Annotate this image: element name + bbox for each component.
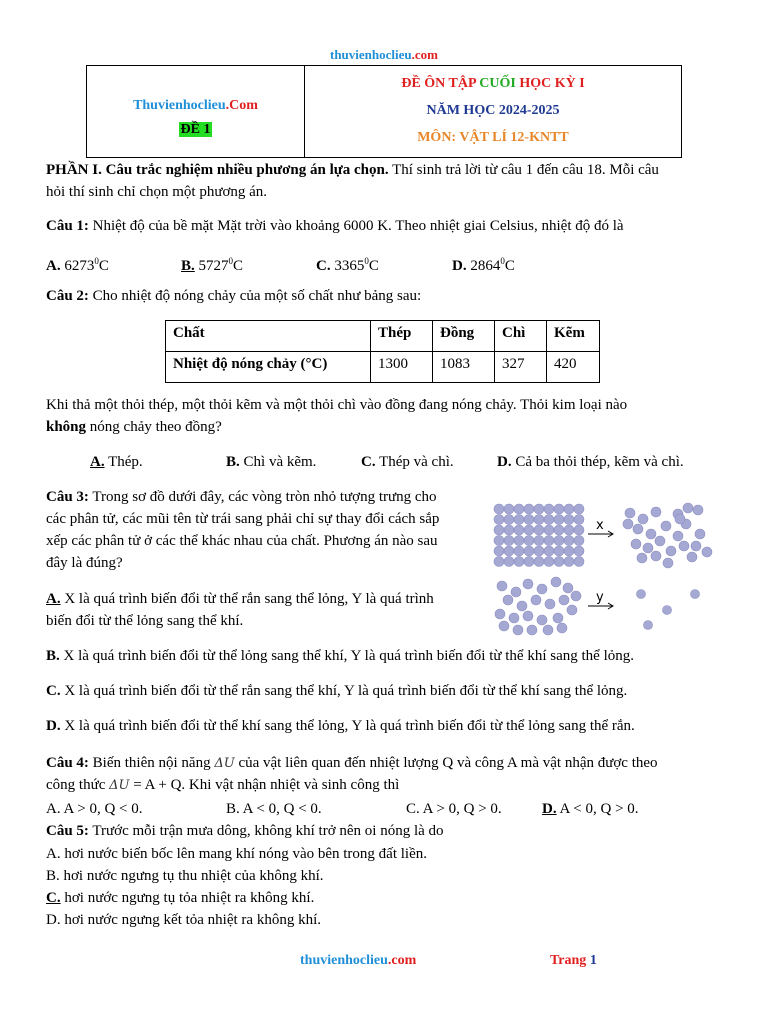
label-x: x (596, 518, 604, 533)
molecule-dot (623, 519, 633, 529)
molecule-dot (514, 525, 524, 535)
q2-b-label: B. (226, 454, 240, 470)
molecule-dot (494, 546, 504, 556)
molecule-dot (514, 504, 524, 514)
part1-instructions (46, 160, 659, 180)
unit: C (368, 258, 379, 274)
q3-c-label: C. (46, 683, 61, 699)
part1-instr2: hỏi thí sinh chỉ chọn một phương án. (46, 184, 268, 200)
molecule-dot (504, 536, 514, 546)
q3-option-b (46, 646, 634, 666)
school-year: NĂM HỌC 2024-2025 (426, 103, 560, 118)
molecule-dot (693, 505, 703, 515)
molecule-dot (537, 615, 547, 625)
q4-option-d (542, 799, 639, 819)
title-part2: CUỐI (479, 76, 520, 91)
brand (87, 98, 304, 114)
molecule-dot (514, 515, 524, 525)
q5-option-b: B. hơi nước ngưng tụ thu nhiệt của không khí. (46, 868, 324, 884)
molecule-dot (625, 508, 635, 518)
header-table (86, 65, 682, 158)
unit: C (98, 258, 109, 274)
q3-t2: các phân tử, các mũi tên từ trái sang phải chỉ sự thay đổi cách sắp (46, 511, 440, 527)
molecule-dot (517, 601, 527, 611)
q3-t1: Trong sơ đồ dưới đây, các vòng tròn nhỏ tượng trưng cho (88, 489, 437, 505)
exam-code (87, 122, 304, 138)
label-y: y (596, 590, 604, 605)
site-tld: .com (411, 47, 438, 62)
q1-a-val: 6273 (60, 258, 95, 274)
molecule-dot (504, 504, 514, 514)
molecule-dot (663, 558, 673, 568)
molecule-dot (574, 557, 584, 567)
q1-stem (46, 216, 624, 236)
molecule-dot (554, 525, 564, 535)
molecule-dot (661, 521, 671, 531)
q2-c-label: C. (361, 454, 376, 470)
molecule-dot (691, 590, 700, 599)
q1-d-val: 2864 (466, 258, 501, 274)
molecule-dot (499, 621, 509, 631)
q1-label: Câu 1: (46, 218, 89, 234)
q4-t2a: công thức (46, 777, 110, 793)
part1-heading: PHẦN I. Câu trắc nghiệm nhiều phương án lựa chọn. (46, 162, 389, 178)
q5-label: Câu 5: (46, 823, 89, 839)
molecule-dot (702, 547, 712, 557)
molecule-dot (524, 546, 534, 556)
q1-d-label: D. (452, 258, 467, 274)
q3-t3: xếp các phân tử ở các thể khác nhau của chất. Phương án nào sau (46, 533, 438, 549)
molecule-dot (691, 541, 701, 551)
molecule-dot (544, 536, 554, 546)
molecule-dot (564, 536, 574, 546)
brand-name: Thuvienhoclieu (133, 98, 226, 113)
q2-a-label: A. (90, 454, 105, 470)
part1-instr1: Thí sinh trả lời từ câu 1 đến câu 18. Mỗi câu (388, 162, 659, 178)
molecule-dot (559, 595, 569, 605)
molecule-dot (646, 529, 656, 539)
molecule-dot (545, 599, 555, 609)
q3-b-text: X là quá trình biến đổi từ thể lỏng sang thể khí, Y là quá trình biến đổi từ thể khí sang thể lỏng. (59, 648, 634, 664)
title-part1: ĐỀ ÔN TẬP (401, 76, 480, 91)
molecule-dot (554, 536, 564, 546)
title-part3: HỌC KỲ I (519, 76, 585, 91)
q3-option-d (46, 716, 635, 736)
q1-option-c (316, 251, 379, 276)
molecule-dot (663, 606, 672, 615)
deg-sup: 0 (94, 256, 99, 266)
q2-option-d (497, 452, 684, 472)
molecule-dot (633, 524, 643, 534)
deg-sup: 0 (500, 256, 505, 266)
molecule-dot (557, 623, 567, 633)
q2-follow2-text: nóng chảy theo đồng? (86, 419, 222, 435)
molecule-dot (644, 621, 653, 630)
molecule-dot (551, 577, 561, 587)
molecule-dot (524, 536, 534, 546)
molecule-dot (673, 531, 683, 541)
molecule-dot (523, 611, 533, 621)
exam-code-text: ĐỀ 1 (180, 122, 211, 137)
molecule-dot (571, 591, 581, 601)
q3-option-a (46, 589, 434, 609)
molecule-dot (695, 529, 705, 539)
molecule-dot (574, 504, 584, 514)
q4-d-label: D. (542, 801, 557, 817)
molecule-dot (523, 579, 533, 589)
q1-c-label: C. (316, 258, 331, 274)
molecule-dot (513, 625, 523, 635)
brand-tld: .Com (225, 98, 258, 113)
liquid-molecules-top (623, 503, 712, 568)
molecule-dot (524, 525, 534, 535)
q1-text: Nhiệt độ của bề mặt Mặt trời vào khoảng 6000 K. Theo nhiệt giai Celsius, nhiệt độ đó là (88, 218, 624, 234)
q4-stem (46, 753, 658, 774)
molecule-dot (564, 557, 574, 567)
header-right-cell (305, 66, 681, 157)
table-cell: Nhiệt độ nóng chảy (°C) (166, 352, 371, 383)
q3-a-label: A. (46, 591, 61, 607)
molecule-dot (527, 625, 537, 635)
molecule-dot (574, 515, 584, 525)
molecule-dot (534, 536, 544, 546)
table-cell: Đồng (433, 321, 495, 352)
molecule-dot (637, 553, 647, 563)
page-number: 1 (589, 953, 597, 968)
molecule-dot (544, 546, 554, 556)
site-name: thuvienhoclieu (330, 47, 412, 62)
q4-option-c: C. A > 0, Q > 0. (406, 801, 502, 817)
q5-stem (46, 821, 444, 841)
header-left-cell (87, 66, 305, 157)
table-cell: 327 (495, 352, 547, 383)
molecule-dot (531, 595, 541, 605)
molecule-dot (553, 613, 563, 623)
molecule-dot (564, 504, 574, 514)
delta-u-symbol: ΔU (109, 778, 130, 793)
molecule-dot (564, 515, 574, 525)
unit: C (504, 258, 515, 274)
q2-c-text: Thép và chì. (375, 454, 454, 470)
q3-d-label: D. (46, 718, 61, 734)
q2-a-text: Thép. (104, 454, 143, 470)
molecule-dot (567, 605, 577, 615)
molecule-dot (554, 515, 564, 525)
molecule-dot (675, 514, 685, 524)
molecule-dot (514, 557, 524, 567)
table-cell: Chì (495, 321, 547, 352)
molecule-dot (503, 595, 513, 605)
q1-b-label: B. (181, 258, 195, 274)
q1-c-val: 3365 (330, 258, 365, 274)
molecule-dot (494, 515, 504, 525)
molecule-dot (574, 536, 584, 546)
q2-option-a (90, 452, 143, 472)
molecule-dot (494, 557, 504, 567)
molecule-dot (534, 504, 544, 514)
q3-option-c (46, 681, 627, 701)
deg-sup: 0 (364, 256, 369, 266)
molecule-dot (631, 539, 641, 549)
q3-stem (46, 487, 437, 507)
table-cell: 1300 (371, 352, 433, 383)
q1-option-b (181, 251, 243, 276)
molecule-dot (679, 541, 689, 551)
molecule-dot (514, 546, 524, 556)
subject: MÔN: VẬT LÍ 12-KNTT (417, 130, 569, 145)
q2-stem (46, 286, 421, 306)
molecule-dot (651, 551, 661, 561)
q2-b-text: Chì và kẽm. (239, 454, 317, 470)
q5-option-c (46, 888, 314, 908)
unit: C (233, 258, 244, 274)
q2-text: Cho nhiệt độ nóng chảy của một số chất như bảng sau: (88, 288, 422, 304)
q1-option-d (452, 251, 515, 276)
molecule-dot (564, 525, 574, 535)
molecule-dot (554, 546, 564, 556)
q3-b-label: B. (46, 648, 60, 664)
table-cell: 1083 (433, 352, 495, 383)
molecule-dot (534, 525, 544, 535)
molecule-dot (651, 507, 661, 517)
q2-follow1: Khi thả một thỏi thép, một thỏi kẽm và một thỏi chì vào đồng đang nóng chảy. Thỏi kim loại nào (46, 397, 628, 413)
footer-page (550, 953, 597, 969)
q3-c-text: X là quá trình biến đổi từ thể rắn sang thể khí, Y là quá trình biến đổi từ thể khí sang thể lỏng. (60, 683, 628, 699)
molecule-dot (643, 543, 653, 553)
q4-stem-line2 (46, 775, 399, 796)
q1-a-label: A. (46, 258, 61, 274)
molecule-dot (495, 609, 505, 619)
q4-option-a: A. A > 0, Q < 0. (46, 801, 143, 817)
table-header-row (166, 321, 600, 352)
q2-follow2 (46, 417, 222, 437)
molecule-dot (504, 557, 514, 567)
melting-point-table (165, 320, 600, 383)
footer-site-name: thuvienhoclieu (300, 953, 388, 968)
q5-c-label: C. (46, 890, 61, 906)
molecule-dot (544, 515, 554, 525)
exam-title (305, 70, 681, 97)
molecule-dot (543, 625, 553, 635)
table-cell: Thép (371, 321, 433, 352)
molecule-dot (564, 546, 574, 556)
table-row (166, 352, 600, 383)
molecule-dot (497, 581, 507, 591)
q3-option-a-cont: biến đổi từ thể lỏng sang thể khí. (46, 613, 244, 629)
molecule-dot (534, 515, 544, 525)
molecule-dot (494, 525, 504, 535)
q3-a-text1: X là quá trình biến đổi từ thể rắn sang thể lỏng, Y là quá trình (60, 591, 434, 607)
q3-label: Câu 3: (46, 489, 89, 505)
molecule-dot (544, 525, 554, 535)
molecule-dot (655, 536, 665, 546)
molecule-dot (683, 503, 693, 513)
footer-site (300, 953, 416, 969)
q1-option-a (46, 251, 109, 276)
q4-t1a: Biến thiên nội năng (88, 755, 215, 771)
molecule-dot (574, 546, 584, 556)
q4-t1b: của vật liên quan đến nhiệt lượng Q và công A mà vật nhận được theo (234, 755, 658, 771)
molecule-dot (537, 584, 547, 594)
molecule-dot (524, 515, 534, 525)
molecule-dot (534, 546, 544, 556)
molecule-dot (563, 583, 573, 593)
molecule-dot (524, 504, 534, 514)
molecule-dot (511, 587, 521, 597)
q5-text: Trước mỗi trận mưa dông, không khí trở nên oi nóng là do (88, 823, 444, 839)
molecule-dot (687, 552, 697, 562)
molecule-dot (514, 536, 524, 546)
q4-t2b: = A + Q. Khi vật nhận nhiệt và sinh công thì (129, 777, 400, 793)
molecule-dot (494, 536, 504, 546)
molecule-dot (544, 557, 554, 567)
molecule-dot (574, 525, 584, 535)
q2-d-label: D. (497, 454, 512, 470)
molecule-dot (638, 514, 648, 524)
molecule-dot (504, 515, 514, 525)
molecule-dot (554, 504, 564, 514)
q2-d-text: Cả ba thỏi thép, kẽm và chì. (511, 454, 684, 470)
deg-sup: 0 (228, 256, 234, 266)
molecule-dot (544, 504, 554, 514)
molecule-dot (504, 525, 514, 535)
q4-option-b: B. A < 0, Q < 0. (226, 801, 322, 817)
molecule-dot (666, 546, 676, 556)
site-header (0, 47, 768, 63)
q4-d-text: A < 0, Q > 0. (556, 801, 639, 817)
q5-c-text: hơi nước ngưng tụ tỏa nhiệt ra không khí. (60, 890, 315, 906)
q2-label: Câu 2: (46, 288, 89, 304)
molecule-diagram (488, 496, 718, 641)
q2-not: không (46, 419, 87, 435)
table-cell: Kẽm (547, 321, 600, 352)
molecule-dot (637, 590, 646, 599)
table-cell: Chất (166, 321, 371, 352)
q5-option-d: D. hơi nước ngưng kết tỏa nhiệt ra không khí. (46, 912, 321, 928)
gas-molecules (637, 590, 700, 630)
q4-label: Câu 4: (46, 755, 89, 771)
q3-t4: đây là đúng? (46, 555, 123, 571)
molecule-dot (494, 504, 504, 514)
table-cell: 420 (547, 352, 600, 383)
molecule-dot (524, 557, 534, 567)
molecule-dot (504, 546, 514, 556)
delta-u-symbol: ΔU (214, 756, 235, 771)
molecule-dot (554, 557, 564, 567)
q3-d-text: X là quá trình biến đổi từ thể khí sang thể lỏng, Y là quá trình biến đổi từ thể lỏng sang thể rắn. (60, 718, 635, 734)
solid-molecules (494, 504, 584, 567)
q2-option-c (361, 452, 454, 472)
liquid-molecules-bottom (495, 577, 581, 635)
footer-site-tld: .com (387, 953, 417, 968)
page-label: Trang (550, 953, 590, 968)
q5-option-a: A. hơi nước biến bốc lên mang khí nóng vào bên trong đất liền. (46, 846, 427, 862)
molecule-dot (534, 557, 544, 567)
q1-b-val: 5727 (194, 258, 229, 274)
molecule-dot (509, 613, 519, 623)
q2-option-b (226, 452, 316, 472)
